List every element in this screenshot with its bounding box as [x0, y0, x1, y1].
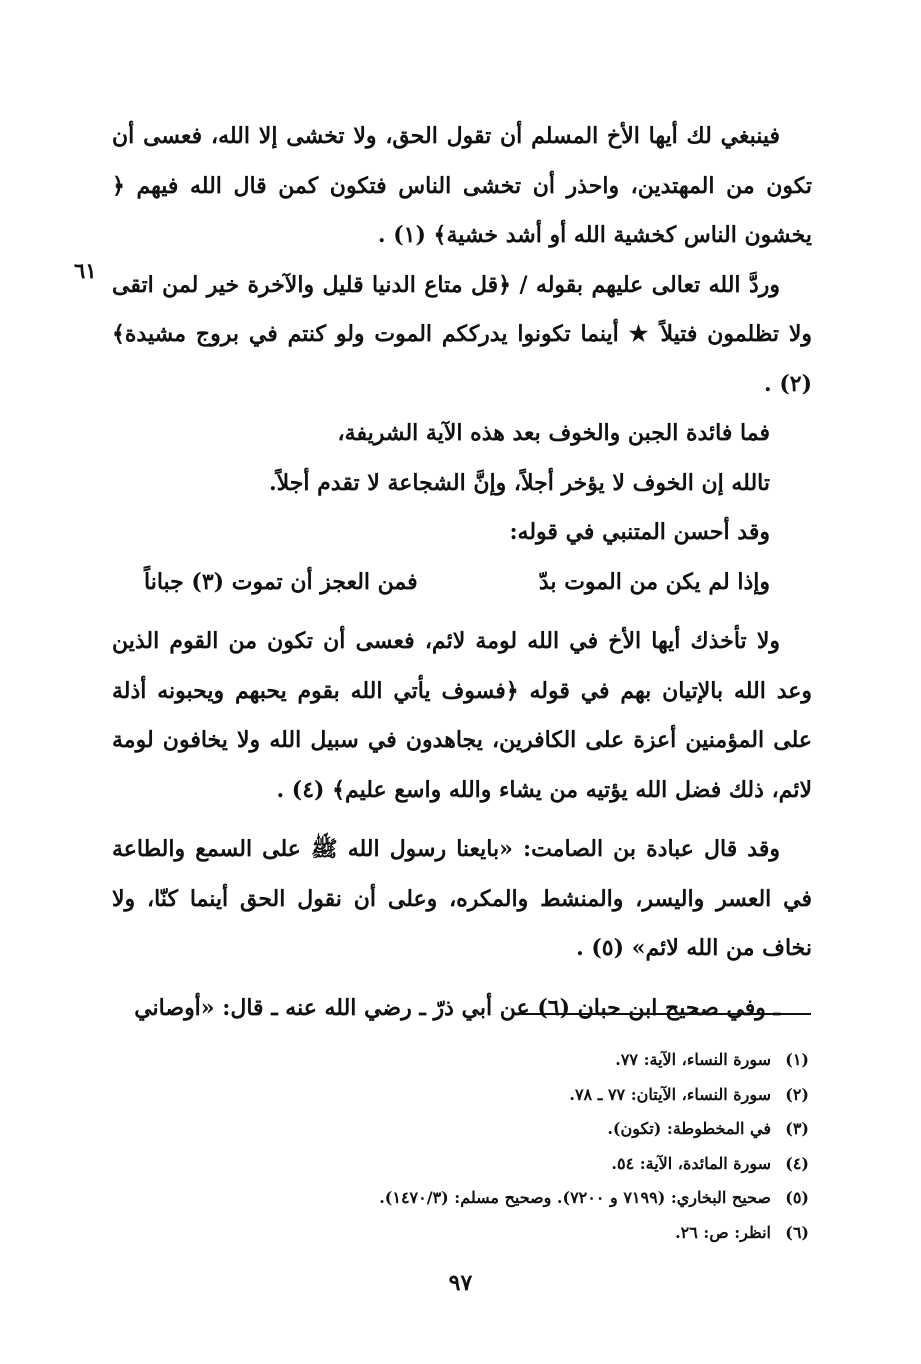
footnote — [369, 1216, 809, 1251]
poem-first-hemistich: وإذا لم يكن من الموت بدّ — [538, 568, 770, 595]
paragraph-6: ـ وفي صحيح ابن حبان (٦) عن أبي ذرّ ـ رضي الله عنه ـ قال: «أوصاني — [134, 994, 780, 1021]
footnote-number: (٣) — [785, 1119, 809, 1138]
footnote-number: (٢) — [785, 1084, 809, 1104]
footnote — [369, 1181, 809, 1216]
footnote-number: (٦) — [785, 1222, 809, 1242]
page-number: ٩٧ — [448, 1270, 473, 1296]
reflection-line-1: فما فائدة الجبن والخوف بعد هذه الآية الشريفة، — [337, 420, 770, 446]
poem-verse — [112, 558, 812, 608]
reflection-line-2: تالله إن الخوف لا يؤخر أجلاً، وإنَّ الشجاعة لا تقدم أجلاً. — [269, 469, 770, 496]
manuscript-folio-reference: ٦١ — [74, 258, 97, 283]
footnote — [369, 1112, 809, 1147]
footnote-number: (٥) — [785, 1188, 809, 1207]
footnote-text: سورة المائدة، الآية: ٥٤. — [611, 1153, 771, 1173]
reflection-block — [112, 409, 812, 558]
footnotes — [369, 1043, 809, 1250]
paragraph-1: فينبغي لك أيها الأخ المسلم أن تقول الحق، ولا تخشى إلا الله، فعسى أن تكون من المهتدين، واحذر أن تخشى الناس فتكون كمن قال الله فيهم ﴿ يخشون الناس كخشية الله أو أشد خشية﴾ (١) . — [112, 123, 812, 248]
footnote-text: سورة النساء، الآيتان: ٧٧ ـ ٧٨. — [569, 1084, 771, 1104]
main-text — [112, 112, 812, 1033]
poem-second-hemistich: فمن العجز أن تموت (٣) جباناً — [144, 568, 418, 595]
footnote-text: سورة النساء، الآية: ٧٧. — [615, 1050, 771, 1069]
paragraph-2: وردَّ الله تعالى عليهم بقوله / ﴿قل متاع الدنيا قليل والآخرة خير لمن اتقى ولا تظلمون فتيلاً ★ أينما تكونوا يدرككم الموت ولو كنتم في بروج مشيدة﴾ (٢) . — [112, 271, 812, 397]
footnote — [369, 1147, 809, 1182]
footnote-number: (١) — [785, 1050, 809, 1069]
reflection-line-3: وقد أحسن المتنبي في قوله: — [509, 519, 770, 545]
footnote — [369, 1043, 809, 1078]
paragraph-5: وقد قال عبادة بن الصامت: «بايعنا رسول الله ﷺ على السمع والطاعة في العسر واليسر، والمنشط والمكره، وعلى أن نقول الحق أينما كنّا، ولا نخاف من الله لائم» (٥) . — [112, 836, 812, 961]
footnote-separator — [518, 1013, 811, 1015]
footnote-text: في المخطوطة: (تكون). — [607, 1119, 771, 1138]
footnote — [369, 1078, 809, 1113]
paragraph-4: ولا تأخذك أيها الأخ في الله لومة لائم، فعسى أن تكون من القوم الذين وعد الله بالإتيان بهم في قوله ﴿فسوف يأتي الله بقوم يحبهم ويحبونه أذلة على المؤمنين أعزة على الكافرين، يجاهدون في سبيل الله ولا يخافون لومة لائم، ذلك فضل الله يؤتيه من يشاء والله واسع عليم﴾ (٤) . — [112, 628, 812, 803]
footnote-text: انظر: ص: ٢٦. — [675, 1222, 771, 1242]
footnote-number: (٤) — [785, 1153, 809, 1173]
footnote-text: صحيح البخاري: (٧١٩٩ و ٧٢٠٠). وصحيح مسلم: (١٤٧٠/٣). — [379, 1188, 771, 1207]
